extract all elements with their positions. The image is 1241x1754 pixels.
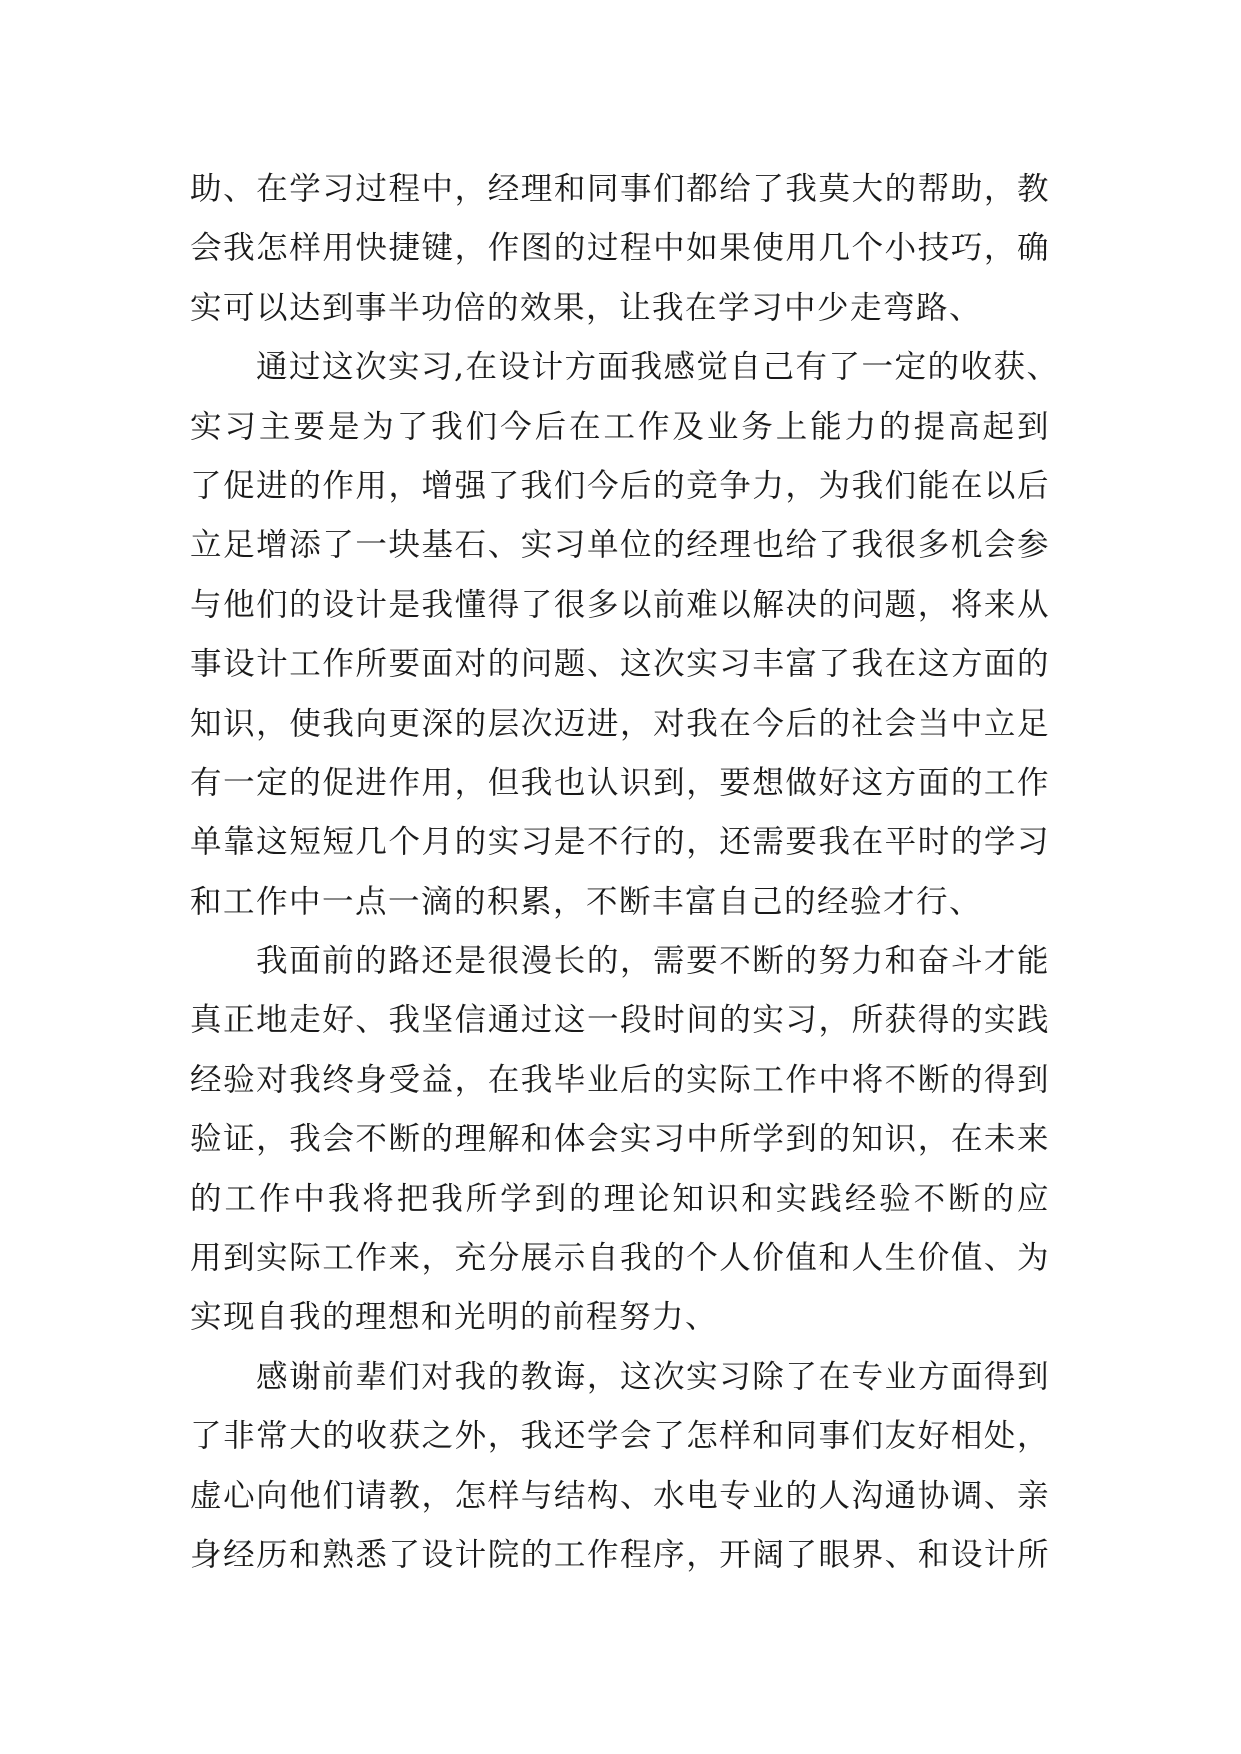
- text-line: 虚心向他们请教，怎样与结构、水电专业的人沟通协调、亲: [190, 1477, 1050, 1514]
- text-line: 实现自我的理想和光明的前程努力、: [190, 1299, 719, 1336]
- text-line: 了促进的作用，增强了我们今后的竞争力，为我们能在以后: [190, 467, 1050, 504]
- text-line: 身经历和熟悉了设计院的工作程序，开阔了眼界、和设计所: [190, 1536, 1050, 1573]
- text-line: 会我怎样用快捷键，作图的过程中如果使用几个小技巧，确: [190, 230, 1050, 267]
- text-line: 经验对我终身受益，在我毕业后的实际工作中将不断的得到: [190, 1061, 1050, 1098]
- text-line: 用到实际工作来，充分展示自我的个人价值和人生价值、为: [190, 1240, 1050, 1277]
- text-line: 助、在学习过程中，经理和同事们都给了我莫大的帮助，教: [190, 171, 1050, 207]
- text-line: 知识，使我向更深的层次迈进，对我在今后的社会当中立足: [190, 705, 1050, 742]
- paragraph-first-line: 我面前的路还是很漫长的，需要不断的努力和奋斗才能: [256, 943, 1050, 980]
- text-line: 事设计工作所要面对的问题、这次实习丰富了我在这方面的: [190, 646, 1050, 683]
- text-line: 和工作中一点一滴的积累，不断丰富自己的经验才行、: [190, 883, 983, 920]
- text-line: 实习主要是为了我们今后在工作及业务上能力的提高起到: [190, 408, 1050, 445]
- text-line: 了非常大的收获之外，我还学会了怎样和同事们友好相处，: [190, 1418, 1050, 1455]
- body-text: [190, 160, 1060, 1585]
- text-line: 真正地走好、我坚信通过这一段时间的实习，所获得的实践: [190, 1002, 1050, 1039]
- text-line: 实可以达到事半功倍的效果，让我在学习中少走弯路、: [190, 289, 983, 326]
- text-line: 的工作中我将把我所学到的理论知识和实践经验不断的应: [190, 1180, 1050, 1217]
- paragraph-first-line: 感谢前辈们对我的教诲，这次实习除了在专业方面得到: [256, 1358, 1050, 1395]
- text-line: 单靠这短短几个月的实习是不行的，还需要我在平时的学习: [190, 824, 1050, 861]
- text-line: 验证，我会不断的理解和体会实习中所学到的知识，在未来: [190, 1121, 1050, 1158]
- text-line: 立足增添了一块基石、实习单位的经理也给了我很多机会参: [190, 527, 1050, 564]
- text-line: 与他们的设计是我懂得了很多以前难以解决的问题，将来从: [190, 586, 1050, 623]
- text-line: 有一定的促进作用，但我也认识到，要想做好这方面的工作: [190, 764, 1050, 801]
- paragraph-first-line: 通过这次实习,在设计方面我感觉自己有了一定的收获、: [256, 349, 1060, 386]
